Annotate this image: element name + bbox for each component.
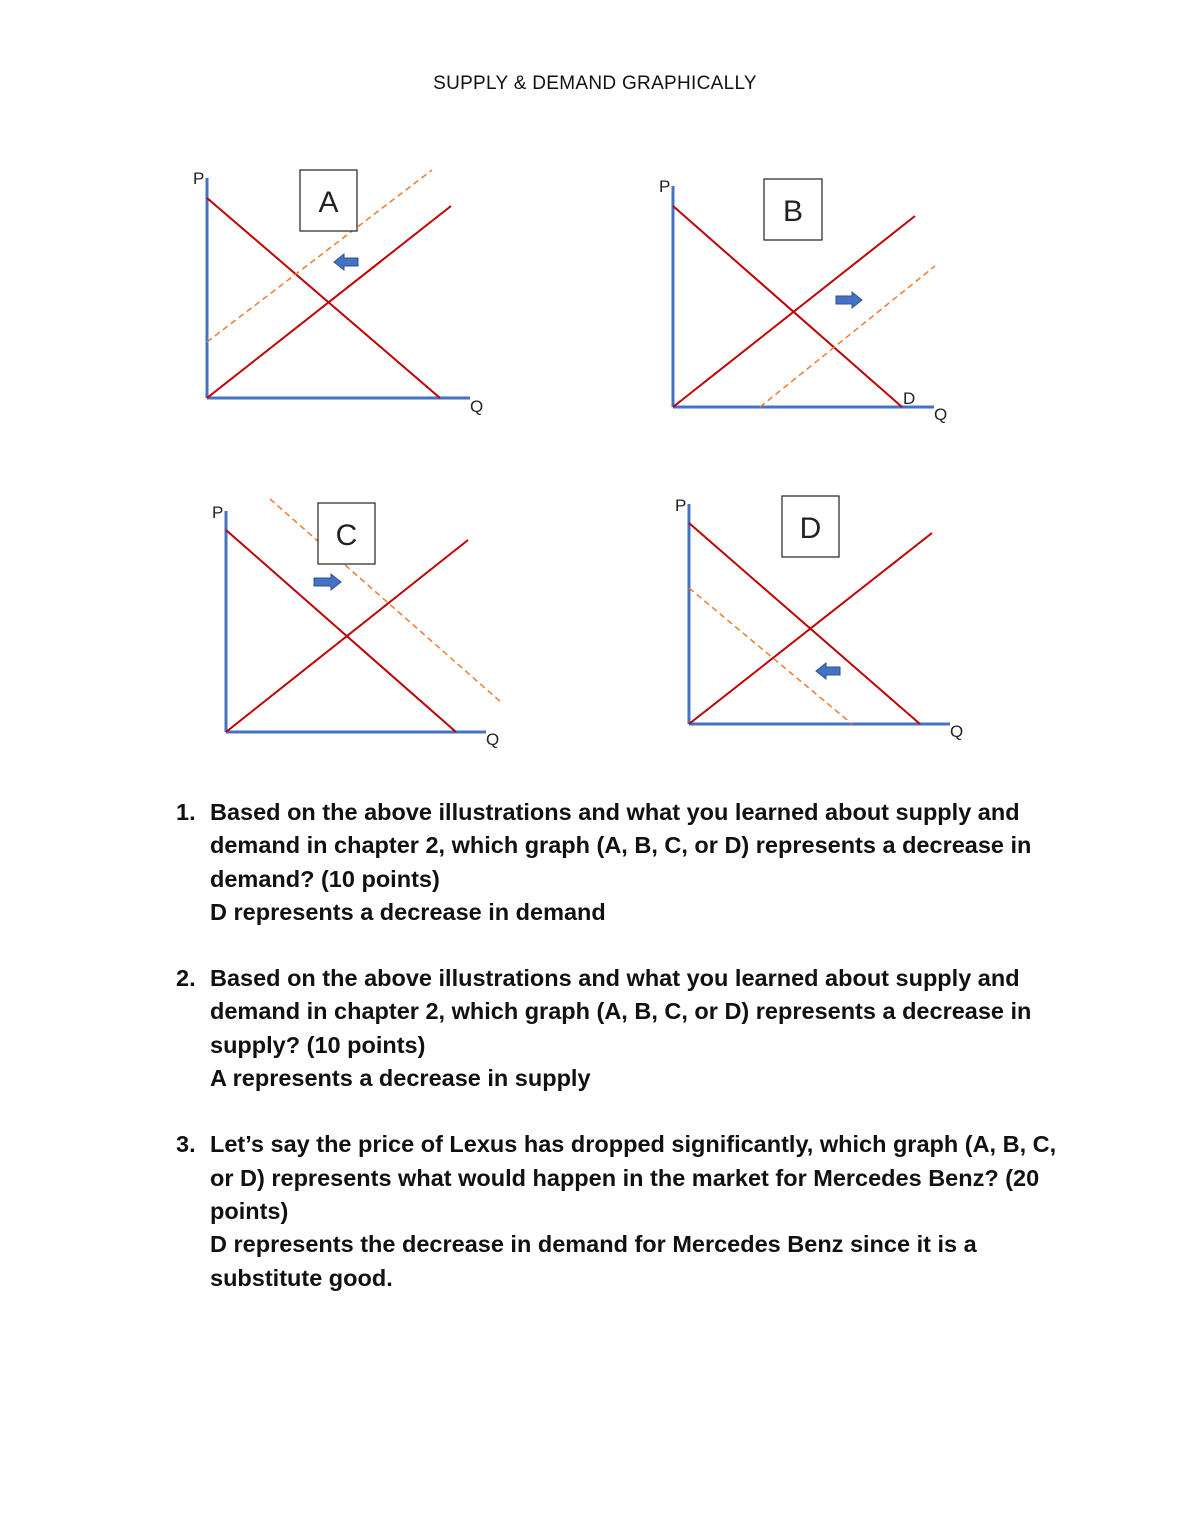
page-title: SUPPLY & DEMAND GRAPHICALLY bbox=[433, 73, 757, 94]
question-answer: D represents the decrease in demand for Mercedes Benz since it is a substitute good. bbox=[210, 1231, 977, 1291]
graph-a-shift-left-arrow-icon bbox=[334, 254, 358, 270]
question-answer: A represents a decrease in supply bbox=[210, 1065, 591, 1092]
graph-c-supply-curve bbox=[226, 540, 468, 732]
graph-b-quantity-label: Q bbox=[934, 405, 948, 424]
graph-b-demand-label: D bbox=[903, 389, 916, 408]
graph-b-shifted-supply-curve bbox=[760, 266, 935, 407]
graph-d bbox=[675, 496, 963, 741]
question-item bbox=[172, 962, 1072, 1095]
question-item bbox=[172, 1128, 1072, 1294]
graph-b-shift-right-arrow-icon bbox=[836, 292, 862, 308]
question-text: Let’s say the price of Lexus has dropped significantly, which graph (A, B, C, or D) represents what would happen in the market for Mercedes Benz? (20 points) bbox=[210, 1131, 1057, 1224]
graph-d-shift-left-arrow-icon bbox=[816, 663, 840, 679]
graph-c-shifted-demand-curve bbox=[270, 499, 502, 703]
graph-d-supply-curve bbox=[689, 533, 932, 724]
question-list bbox=[172, 796, 1072, 1328]
question-number: 2. bbox=[176, 965, 196, 992]
graph-a-supply-curve bbox=[207, 206, 451, 398]
graph-c-price-label: P bbox=[212, 503, 224, 522]
question-number: 1. bbox=[176, 799, 196, 825]
graph-d-price-label: P bbox=[675, 496, 687, 515]
graph-d-quantity-label: Q bbox=[950, 722, 964, 741]
graph-c-shift-right-arrow-icon bbox=[314, 574, 341, 590]
graph-c-quantity-label: Q bbox=[486, 730, 500, 749]
graph-a-price-label: P bbox=[193, 169, 205, 188]
graph-a-quantity-label: Q bbox=[470, 397, 484, 416]
graph-d-letter: D bbox=[799, 512, 822, 545]
question-text: Based on the above illustrations and what you learned about supply and demand in chapter 2, which graph (A, B, C, or D) represents a decrease in supply? (10 points) bbox=[210, 965, 1032, 1058]
graph-a-letter: A bbox=[318, 186, 339, 219]
graph-a bbox=[193, 169, 483, 416]
question-text: Based on the above illustrations and what you learned about supply and demand in chapter 2, which graph (A, B, C, or D) represents a decrease in demand? (10 points) bbox=[210, 799, 1032, 892]
graph-c bbox=[212, 499, 502, 749]
graph-b bbox=[659, 177, 947, 424]
graph-c-letter: C bbox=[335, 519, 358, 552]
graph-b-price-label: P bbox=[659, 177, 671, 196]
question-answer: D represents a decrease in demand bbox=[210, 898, 606, 925]
question-number: 3. bbox=[176, 1131, 196, 1158]
graph-b-letter: B bbox=[782, 195, 804, 228]
question-item bbox=[172, 796, 1072, 929]
